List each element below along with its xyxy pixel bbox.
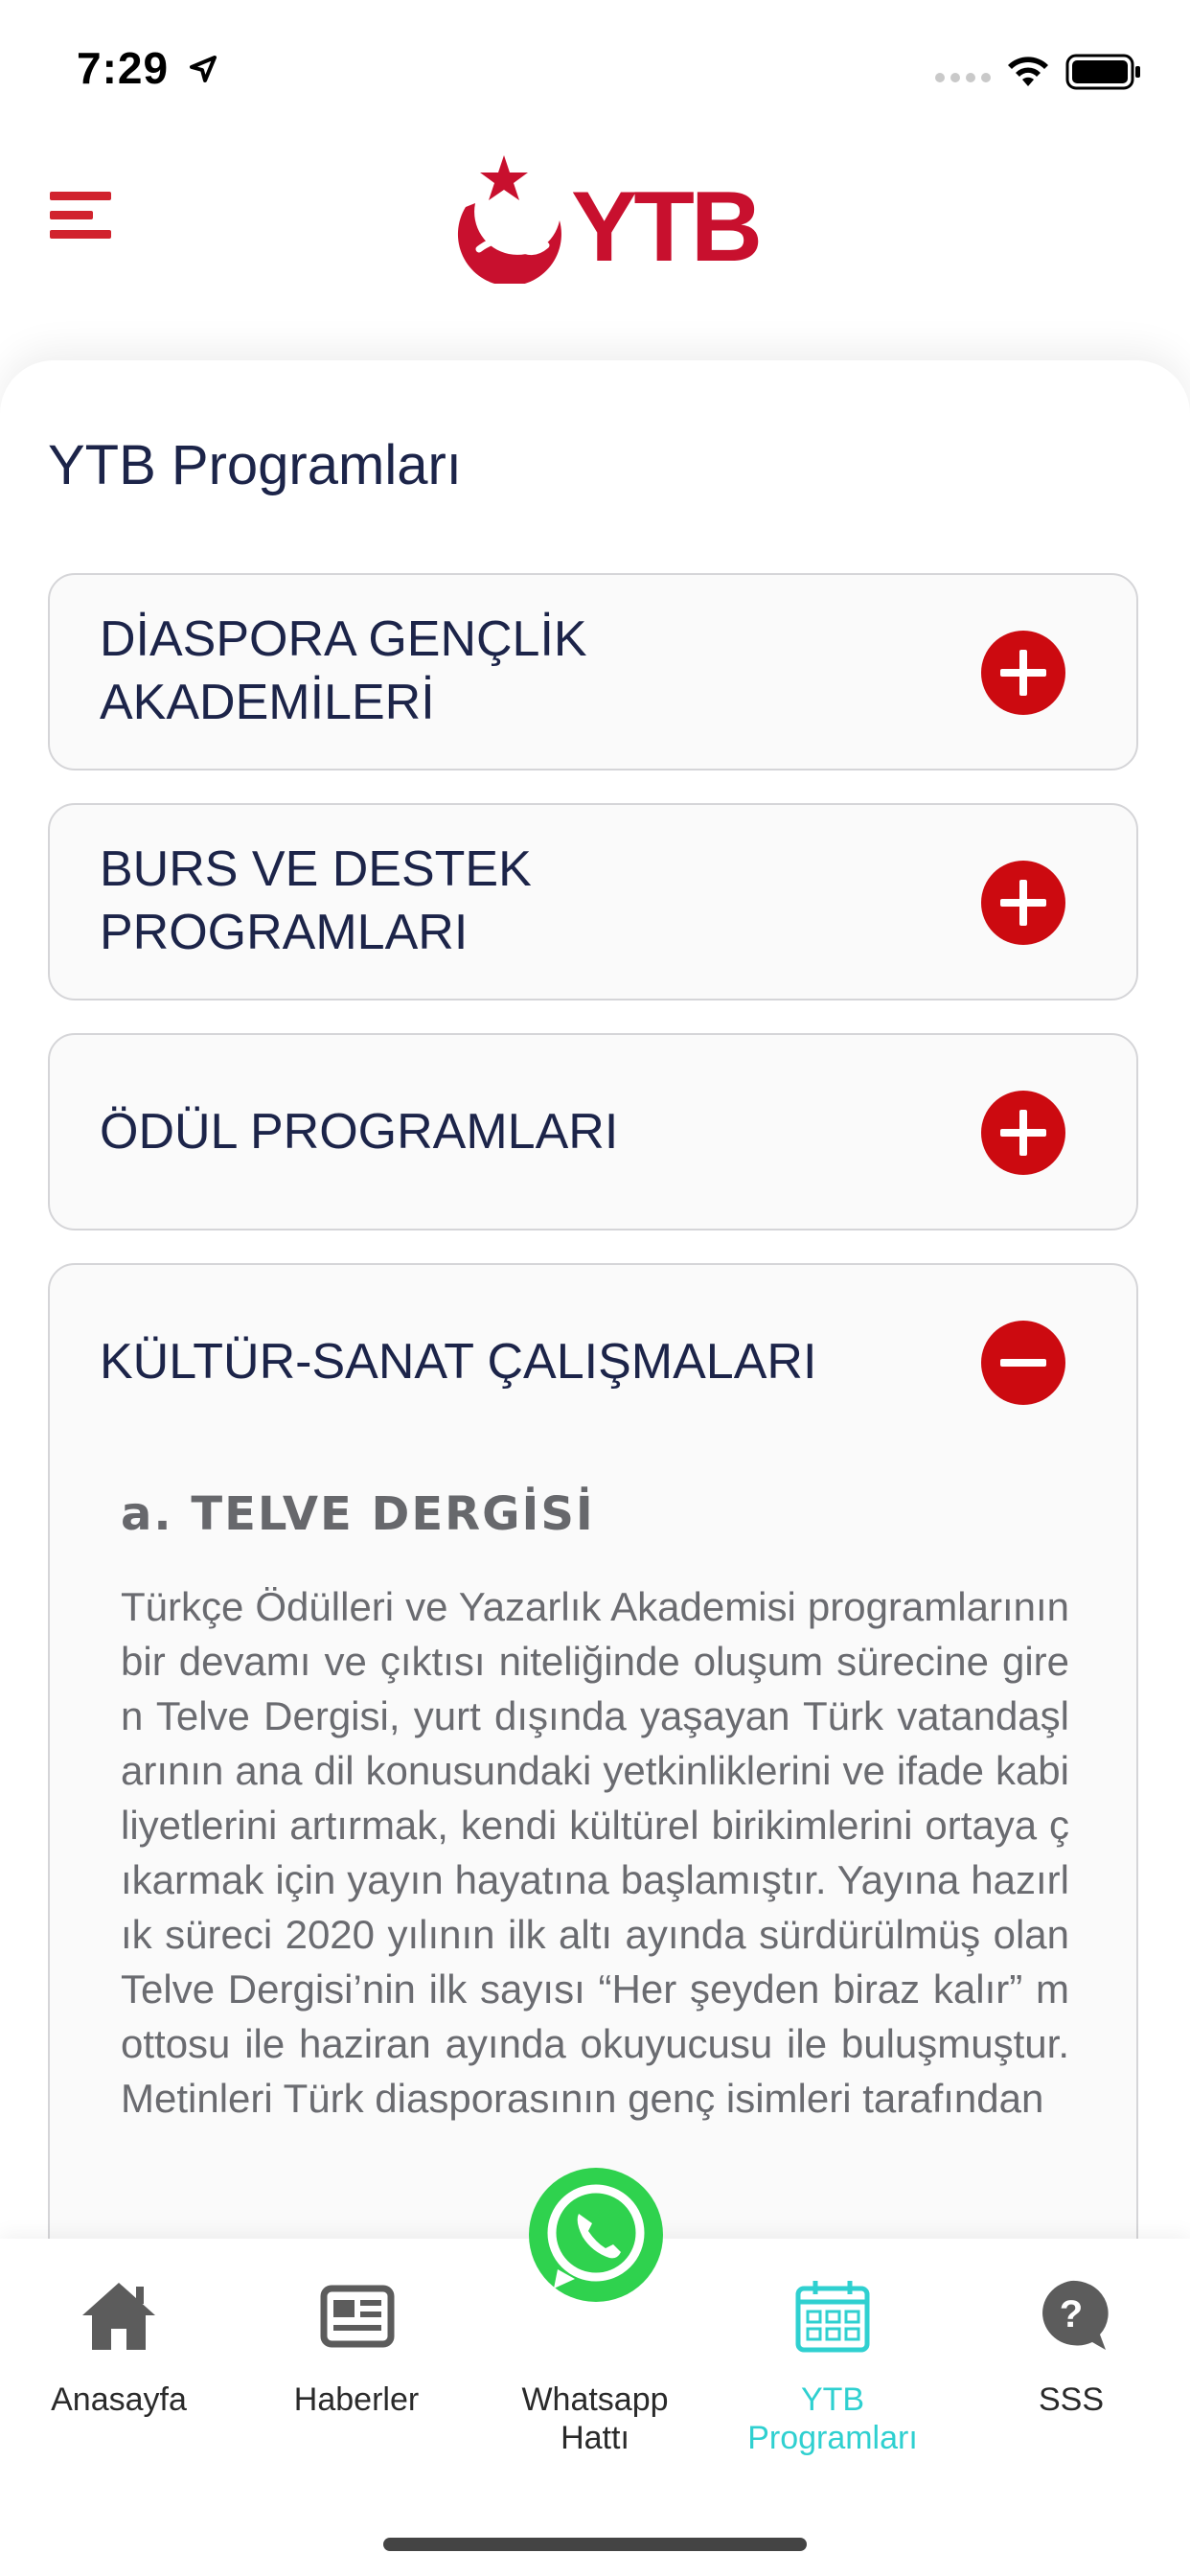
tab-label: Haberler (293, 2381, 420, 2418)
expand-plus-icon[interactable] (981, 631, 1065, 715)
expand-plus-icon[interactable] (981, 861, 1065, 945)
accordion-title-line: AKADEMİLERİ (100, 675, 435, 730)
battery-icon (1065, 54, 1142, 90)
tab-label: SSS (1038, 2381, 1105, 2418)
collapse-minus-icon[interactable] (981, 1321, 1065, 1405)
news-icon (316, 2275, 397, 2356)
home-indicator (383, 2538, 807, 2551)
expand-plus-icon[interactable] (981, 1091, 1065, 1175)
accordion-content (121, 1487, 1069, 2126)
home-icon (79, 2275, 159, 2356)
page-title: YTB Programları (48, 434, 462, 496)
accordion-title-line: KÜLTÜR-SANAT ÇALIŞMALARI (100, 1334, 817, 1390)
logo-text: YTB (571, 172, 759, 283)
accordion-title-line: ÖDÜL PROGRAMLARI (100, 1104, 619, 1160)
accordion-kultur-sanat[interactable] (48, 1263, 1138, 2239)
tab-sss[interactable] (952, 2239, 1190, 2488)
cellular-signal-icon (935, 73, 991, 82)
accordion-diaspora-genclik[interactable] (48, 573, 1138, 770)
tab-label: Anasayfa (51, 2381, 187, 2418)
accordion-title (100, 838, 532, 964)
status-time: 7:29 (77, 43, 170, 93)
tab-label: YTB Programları (747, 2381, 918, 2456)
whatsapp-button[interactable] (529, 2168, 663, 2302)
accordion-title-line: DİASPORA GENÇLİK (100, 611, 587, 667)
hamburger-menu-button[interactable] (50, 192, 111, 243)
tab-anasayfa[interactable] (0, 2239, 238, 2488)
location-arrow-icon (188, 54, 218, 84)
tab-ytb-programlari[interactable] (714, 2239, 951, 2488)
accordion-odul-programlari[interactable] (48, 1033, 1138, 1230)
content-sheet (0, 360, 1190, 2239)
accordion-title (100, 1100, 618, 1163)
status-bar (0, 0, 1190, 134)
question-icon (1031, 2275, 1111, 2356)
content-subheading: a. TELVE DERGİSİ (121, 1487, 595, 1541)
crescent-star-icon (446, 153, 581, 284)
accordion-title (100, 1330, 816, 1393)
accordion-burs-destek[interactable] (48, 803, 1138, 1000)
tab-label: Whatsapp Hattı (521, 2381, 669, 2456)
accordion-title (100, 608, 587, 734)
accordion-title-line: PROGRAMLARI (100, 905, 469, 960)
menu-bar (50, 211, 93, 219)
menu-bar (50, 230, 111, 239)
calendar-icon (792, 2275, 873, 2356)
content-paragraph: Türkçe Ödülleri ve Yazarlık Akademisi programlarının bir devamı ve çıktısı niteliğinde oluşum sürecine giren Telve Dergisi, yurt dışında yaşayan Türk vatandaşlarının ana dil konusundaki yetkinliklerini ve ifade kabiliyetlerini artırmak, kendi kültürel birikimlerini ortaya çıkarmak için yayın hayatına başlamıştır. Yayına hazırlık süreci 2020 yılının ilk altı ayında sürdürülmüş olan Telve Dergisi’nin ilk sayısı “Her şeyden biraz kalır” mottosu ile haziran ayında okuyucusu ile buluşmuştur. Metinleri Türk diasporasının genç isimleri tarafından (121, 1584, 1069, 2121)
whatsapp-icon (529, 2168, 663, 2302)
accordion-title-line: BURS VE DESTEK (100, 841, 532, 897)
tab-haberler[interactable] (238, 2239, 475, 2488)
svg-text:?: ? (1059, 2293, 1084, 2335)
wifi-icon (1004, 52, 1052, 90)
menu-bar (50, 192, 111, 200)
ytb-logo (446, 153, 759, 284)
